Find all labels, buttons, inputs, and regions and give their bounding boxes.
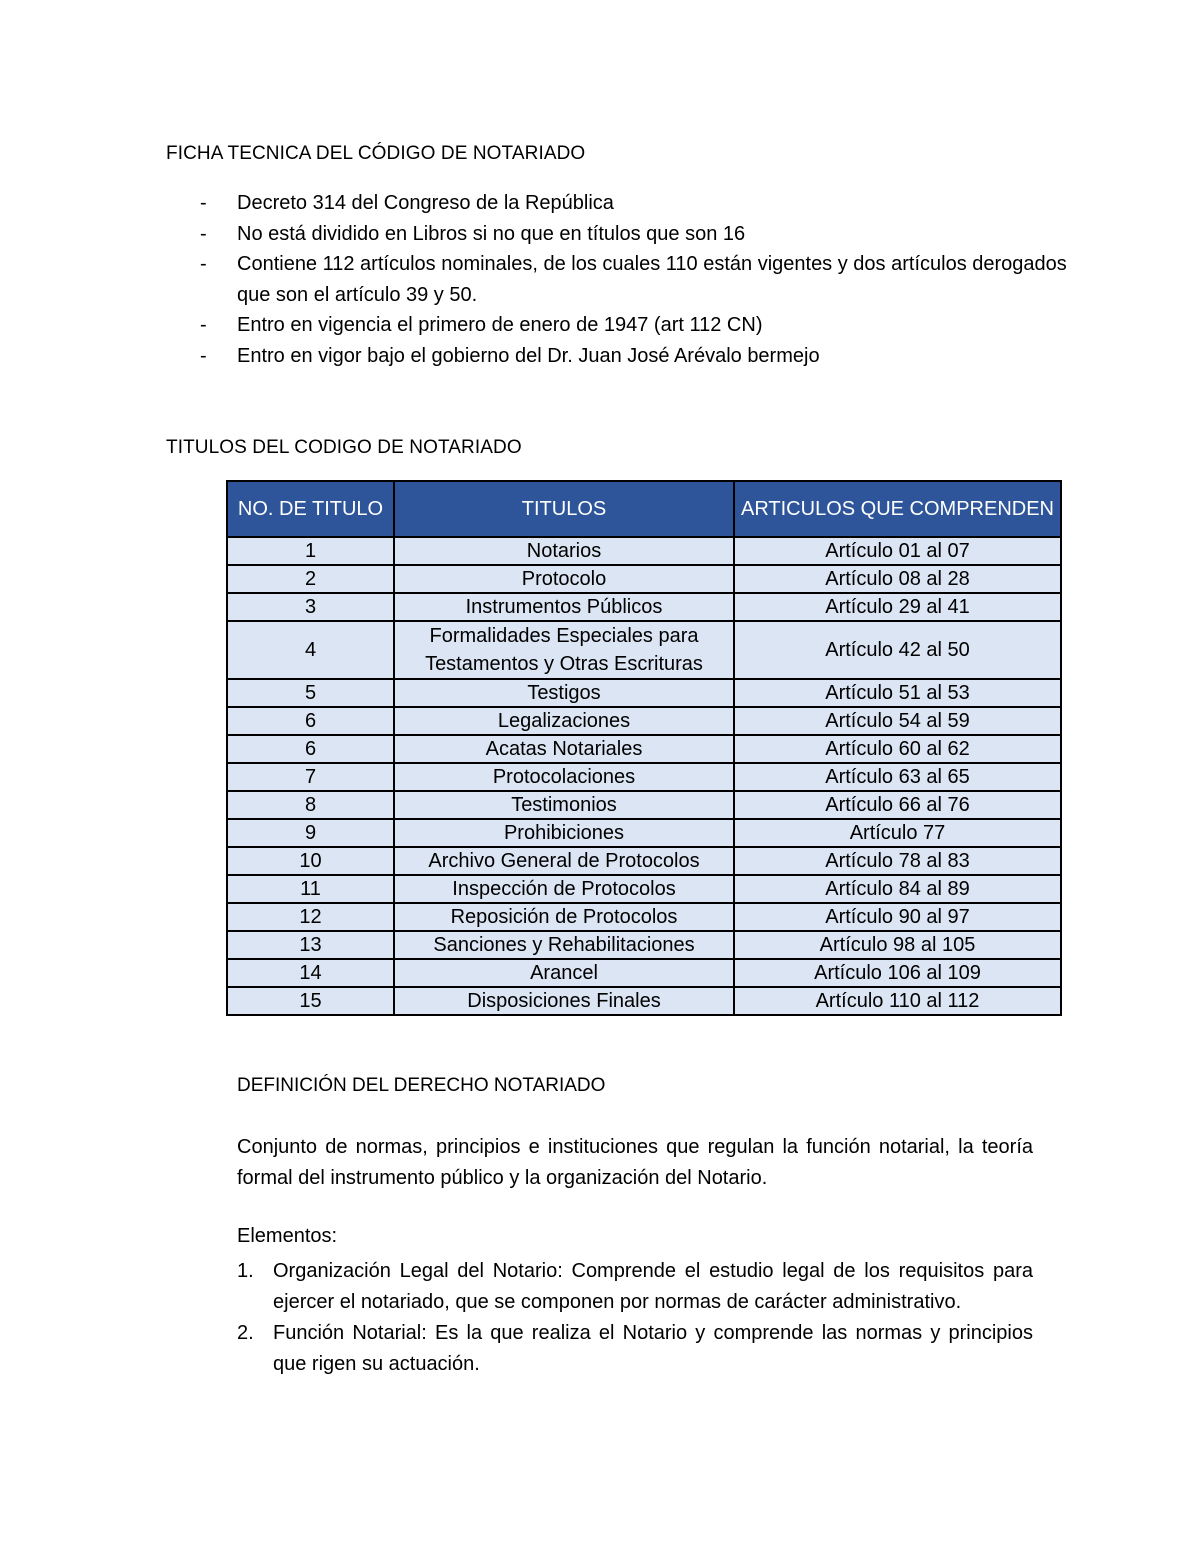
cell-articulos: Artículo 54 al 59 — [734, 707, 1061, 735]
cell-no: 10 — [227, 847, 394, 875]
list-text: Organización Legal del Notario: Comprende el estudio legal de los requisitos para ejercer el notariado, que se componen por normas de carácter administrativo. — [273, 1260, 1033, 1313]
definicion-text: Conjunto de normas, principios e instituciones que regulan la función notarial, la teoría formal del instrumento público y la organización del Notario. — [237, 1136, 1033, 1189]
titulos-table — [226, 480, 1062, 1016]
cell-no: 15 — [227, 987, 394, 1015]
bullet-marker: - — [200, 314, 207, 336]
cell-no: 11 — [227, 875, 394, 903]
list-item — [200, 249, 1080, 310]
table-row — [227, 707, 1061, 735]
cell-articulos: Artículo 63 al 65 — [734, 763, 1061, 791]
list-item — [200, 188, 1080, 219]
list-item — [237, 1256, 1033, 1318]
list-item — [200, 310, 1080, 341]
definicion-title: DEFINICIÓN DEL DERECHO NOTARIADO — [237, 1075, 606, 1096]
titulos-title: TITULOS DEL CODIGO DE NOTARIADO — [166, 437, 522, 458]
elementos-list — [237, 1256, 1033, 1380]
cell-no: 2 — [227, 565, 394, 593]
cell-articulos: Artículo 78 al 83 — [734, 847, 1061, 875]
table-row — [227, 819, 1061, 847]
cell-articulos: Artículo 77 — [734, 819, 1061, 847]
cell-titulo: Testigos — [394, 679, 734, 707]
table-row — [227, 959, 1061, 987]
cell-titulo: Acatas Notariales — [394, 735, 734, 763]
cell-titulo: Inspección de Protocolos — [394, 875, 734, 903]
cell-titulo: Archivo General de Protocolos — [394, 847, 734, 875]
ficha-bullet-list — [200, 188, 1080, 371]
cell-articulos: Artículo 98 al 105 — [734, 931, 1061, 959]
bullet-marker: - — [200, 192, 207, 214]
cell-titulo: Reposición de Protocolos — [394, 903, 734, 931]
cell-articulos: Artículo 110 al 112 — [734, 987, 1061, 1015]
cell-no: 4 — [227, 621, 394, 679]
cell-no: 13 — [227, 931, 394, 959]
cell-no: 6 — [227, 707, 394, 735]
table-row — [227, 903, 1061, 931]
cell-no: 5 — [227, 679, 394, 707]
ficha-title: FICHA TECNICA DEL CÓDIGO DE NOTARIADO — [166, 143, 586, 164]
table-row — [227, 763, 1061, 791]
bullet-text: Contiene 112 artículos nominales, de los cuales 110 están vigentes y dos artículos derogados que son el artículo 39 y 50. — [237, 253, 1067, 306]
cell-titulo: Disposiciones Finales — [394, 987, 734, 1015]
table-row — [227, 987, 1061, 1015]
cell-titulo: Protocolo — [394, 565, 734, 593]
bullet-marker: - — [200, 344, 207, 367]
bullet-text: Entro en vigor bajo el gobierno del Dr. Juan José Arévalo bermejo — [237, 344, 820, 367]
table-row — [227, 537, 1061, 565]
header-articulos: ARTICULOS QUE COMPRENDEN — [734, 481, 1061, 537]
table-row — [227, 931, 1061, 959]
cell-articulos: Artículo 29 al 41 — [734, 593, 1061, 621]
list-item — [237, 1318, 1033, 1380]
cell-titulo — [394, 621, 734, 679]
cell-articulos: Artículo 08 al 28 — [734, 565, 1061, 593]
table-row — [227, 593, 1061, 621]
table-row — [227, 621, 1061, 679]
list-number: 1. — [237, 1260, 254, 1282]
cell-titulo: Legalizaciones — [394, 707, 734, 735]
header-titulos: TITULOS — [394, 481, 734, 537]
table-header-row — [227, 481, 1061, 537]
bullet-marker: - — [200, 222, 207, 245]
bullet-marker: - — [200, 253, 207, 275]
table-row — [227, 847, 1061, 875]
bullet-text: No está dividido en Libros si no que en títulos que son 16 — [237, 222, 746, 245]
cell-articulos: Artículo 90 al 97 — [734, 903, 1061, 931]
cell-articulos: Artículo 01 al 07 — [734, 537, 1061, 565]
list-text: Función Notarial: Es la que realiza el Notario y comprende las normas y principios que rigen su actuación. — [273, 1322, 1033, 1375]
list-number: 2. — [237, 1322, 254, 1344]
cell-titulo: Instrumentos Públicos — [394, 593, 734, 621]
cell-no: 1 — [227, 537, 394, 565]
cell-titulo-line2: Testamentos y Otras Escrituras — [425, 653, 703, 675]
cell-articulos: Artículo 60 al 62 — [734, 735, 1061, 763]
list-item — [200, 341, 1080, 372]
cell-articulos: Artículo 106 al 109 — [734, 959, 1061, 987]
cell-titulo: Testimonios — [394, 791, 734, 819]
cell-no: 14 — [227, 959, 394, 987]
cell-no: 12 — [227, 903, 394, 931]
cell-no: 7 — [227, 763, 394, 791]
cell-no: 3 — [227, 593, 394, 621]
cell-no: 6 — [227, 735, 394, 763]
cell-titulo: Prohibiciones — [394, 819, 734, 847]
table-row — [227, 565, 1061, 593]
table-row — [227, 875, 1061, 903]
cell-articulos: Artículo 66 al 76 — [734, 791, 1061, 819]
cell-articulos: Artículo 84 al 89 — [734, 875, 1061, 903]
cell-titulo: Arancel — [394, 959, 734, 987]
cell-no: 9 — [227, 819, 394, 847]
cell-titulo: Notarios — [394, 537, 734, 565]
cell-titulo: Sanciones y Rehabilitaciones — [394, 931, 734, 959]
bullet-text: Decreto 314 del Congreso de la República — [237, 192, 614, 214]
bullet-text: Entro en vigencia el primero de enero de 1947 (art 112 CN) — [237, 314, 763, 336]
table-row — [227, 735, 1061, 763]
list-item — [200, 219, 1080, 250]
cell-articulos: Artículo 42 al 50 — [734, 621, 1061, 679]
header-no-titulo: NO. DE TITULO — [227, 481, 394, 537]
cell-articulos: Artículo 51 al 53 — [734, 679, 1061, 707]
table-row — [227, 679, 1061, 707]
elementos-label: Elementos: — [237, 1225, 338, 1247]
cell-titulo-line1: Formalidades Especiales para — [429, 625, 699, 647]
cell-titulo: Protocolaciones — [394, 763, 734, 791]
cell-no: 8 — [227, 791, 394, 819]
table-row — [227, 791, 1061, 819]
